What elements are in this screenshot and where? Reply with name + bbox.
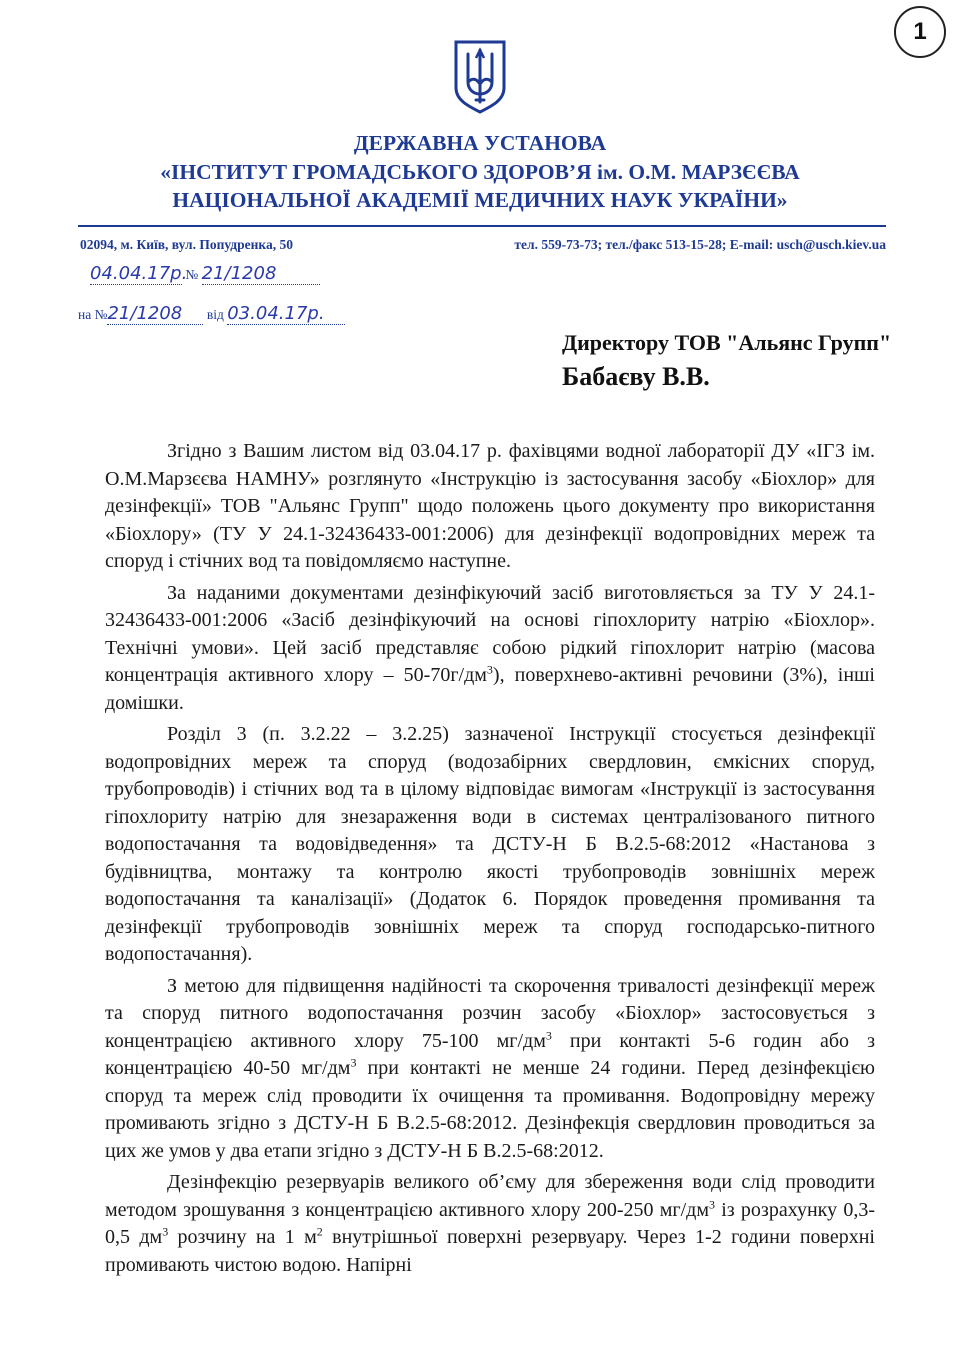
from-label: від <box>206 307 224 322</box>
incoming-reference <box>78 304 345 325</box>
org-name-line-3: НАЦІОНАЛЬНОЇ АКАДЕМІЇ МЕДИЧНИХ НАУК УКРАЇНИ» <box>172 188 788 212</box>
org-address: 02094, м. Київ, вул. Попудренка, 50 <box>80 237 293 252</box>
paragraph-1: Згідно з Вашим листом від 03.04.17 р. фахівцями водної лабораторії ДУ «ІГЗ ім. О.М.Марзєєва НАМНУ» розглянуто «Інструкцію із застосування засобу «Біохлор» для дезінфекції» ТОВ "Альянс Групп" щодо положень цього документу про використання «Біохлору» (ТУ У 24.1-32436433-001:2006) для дезінфекції водопровідних мереж та споруд і стічних вод та повідомляємо наступне. <box>105 440 875 572</box>
letter-body <box>105 438 875 1283</box>
reply-date: 03.04.17р. <box>227 304 345 325</box>
header-divider <box>78 225 886 227</box>
trident-emblem-icon <box>452 38 508 114</box>
org-name-line-2: «ІНСТИТУТ ГРОМАДСЬКОГО ЗДОРОВ’Я ім. О.М. МАРЗЄЄВА <box>160 160 800 184</box>
outgoing-date: 04.04.17р. <box>90 263 188 284</box>
paragraph-3: Розділ 3 (п. 3.2.22 – 3.2.25) зазначеної Інструкції стосується дезінфекції водопровідних мереж та споруд (водозабірних свердловин, ємкісних споруд, трубопроводів) і стічних вод та в цілому відповідає вимогам «Інструкції із застосування гіпохлориту натрію для знезараження води в системах централізованого питного водопостачання та водовідведення» та ДСТУ-Н Б В.2.5-68:2012 «Настанова з будівництва, монтажу та контролю якості трубопроводів зовнішніх мереж водопостачання та каналізації» (Додаток 6. Порядок проведення промивання та дезінфекції трубопроводів зовнішніх мереж та споруд господарсько-питного водопостачання). <box>105 723 875 965</box>
reply-label: на № <box>78 307 108 322</box>
number-label: № <box>185 267 199 282</box>
paragraph-4: З метою для підвищення надійності та скорочення тривалості дезінфекції мереж та споруд питного водопостачання розчин засобу «Біохлор» застосовується з концентрацією активного хлору 75-100 $мг/дм^3$ при контакті 5-6 годин або з концентрацією 40-50 $мг/дм^3$ при контакті не менше 24 години. Перед дезінфекцією споруд та мереж слід проводити їх очищення та промивання. Водопровідну мережу промивають згідно з ДСТУ-Н Б В.2.5-68:2012. Дезінфекція свердловин проводиться за цих же умов у два етапи згідно з ДСТУ-Н Б В.2.5-68:2012. <box>105 974 875 1162</box>
reply-number: 21/1208 <box>107 304 203 325</box>
recipient-position: Директору ТОВ "Альянс Групп" <box>562 330 892 355</box>
page-number-badge: 1 <box>894 6 946 58</box>
org-name-line-1: ДЕРЖАВНА УСТАНОВА <box>353 131 607 155</box>
outgoing-number: 21/1208 <box>202 264 320 285</box>
outgoing-reference <box>90 264 320 285</box>
paragraph-5: Дезінфекцію резервуарів великого об’єму для збереження води слід проводити методом зрошування з концентрацією активного хлору 200-250 $мг/дм^3$ із розрахунку 0,3-0,5 $дм^3$ розчину на 1 $м^2$ внутрішньої поверхні резервуару. Через 1-2 години поверхні промивають чистою водою. Напірні <box>105 1171 875 1276</box>
recipient-name: Бабаєву В.В. <box>562 362 710 391</box>
paragraph-2: За наданими документами дезінфікуючий засіб виготовляється за ТУ У 24.1-32436433-001:2006 «Засіб дезінфікуючий на основі гіпохлориту натрію «Біохлор». Технічні умови». Цей засіб представляє собою рідкий гіпохлорит натрію (масова концентрація активного хлору – $50-70г/дм^3$), поверхнево-активні речовини (3%), інші домішки. <box>105 581 875 714</box>
org-contacts: тел. 559-73-73; тел./факс 513-15-28; E-mail: usch@usch.kiev.ua <box>514 237 886 252</box>
